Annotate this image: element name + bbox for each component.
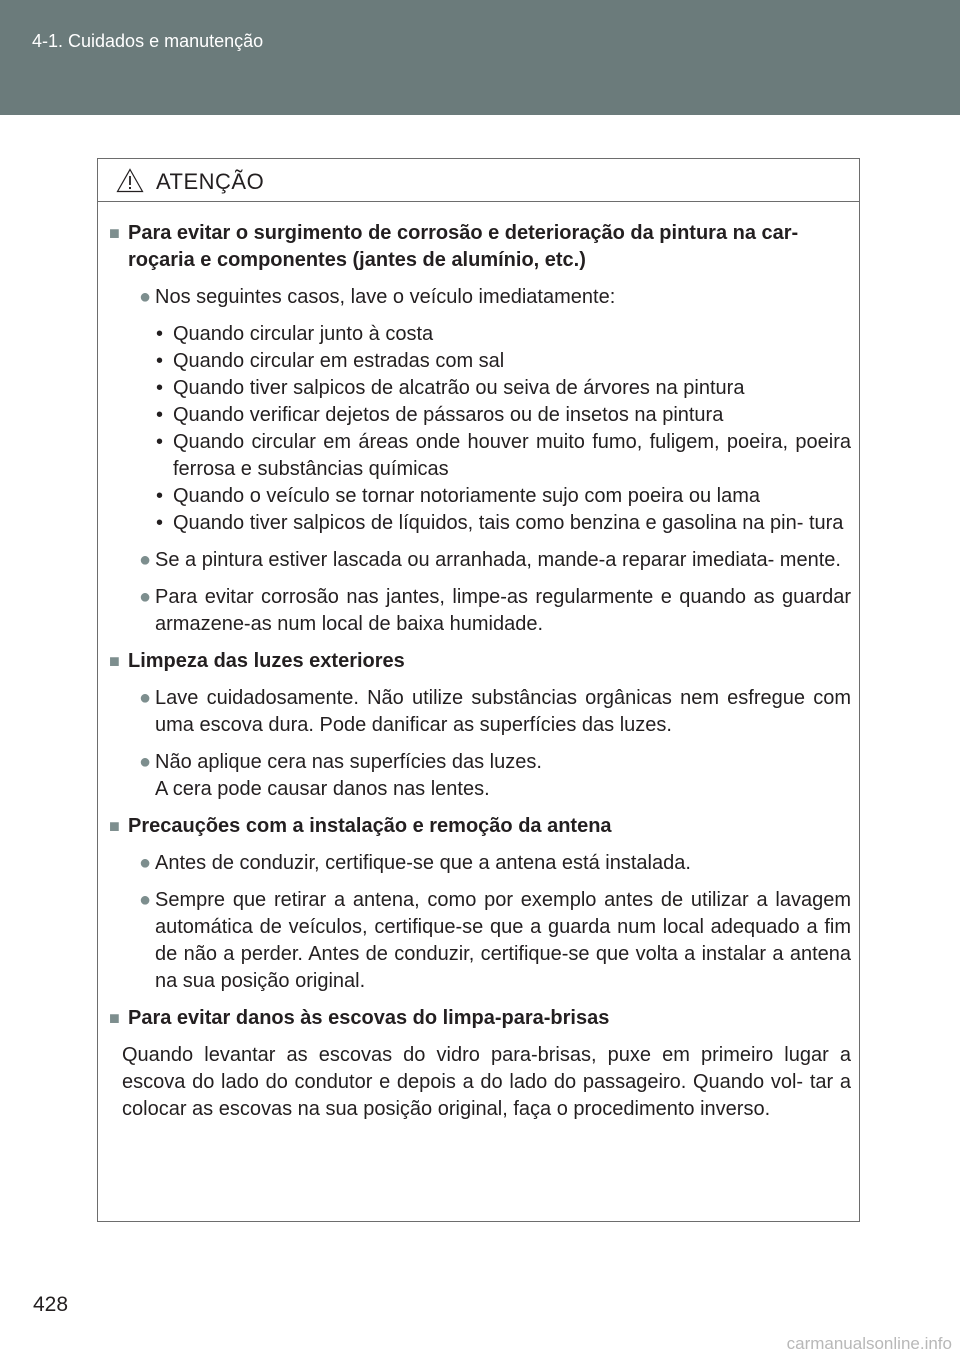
sub-item xyxy=(156,483,851,510)
page-header xyxy=(0,0,960,115)
section-heading xyxy=(109,1005,851,1032)
bullet-marker: • xyxy=(156,323,164,345)
section-heading xyxy=(109,813,851,840)
item-marker: ● xyxy=(139,687,152,709)
sub-item xyxy=(156,348,851,375)
item-marker: ● xyxy=(139,852,152,874)
sub-item xyxy=(156,510,851,537)
section-heading xyxy=(109,220,851,274)
list-item xyxy=(139,749,851,803)
sub-item-text: Quando tiver salpicos de alcatrão ou seiva de árvores na pintura xyxy=(173,377,745,399)
item-marker: ● xyxy=(139,751,152,773)
section-heading-text: Para evitar o surgimento de corrosão e deterioração da pintura na car- roçaria e componentes (jantes de alumínio, etc.) xyxy=(128,222,799,271)
sub-item xyxy=(156,375,851,402)
section-marker: ■ xyxy=(109,816,120,836)
list-item xyxy=(139,547,851,574)
item-marker: ● xyxy=(139,586,152,608)
list-item-line: A cera pode causar danos nas lentes. xyxy=(155,778,490,800)
list-item-text: Se a pintura estiver lascada ou arranhada, mande-a reparar imediata- mente. xyxy=(155,549,841,571)
item-marker: ● xyxy=(139,549,152,571)
sub-item-text: Quando tiver salpicos de líquidos, tais como benzina e gasolina na pin- tura xyxy=(173,512,844,534)
item-marker: ● xyxy=(139,889,152,911)
list-item-text: Nos seguintes casos, lave o veículo imediatamente: xyxy=(155,286,616,308)
section-marker: ■ xyxy=(109,651,120,671)
watermark: carmanualsonline.info xyxy=(786,1334,952,1353)
list-item xyxy=(139,685,851,739)
section-heading xyxy=(109,648,851,675)
section-marker: ■ xyxy=(109,223,120,243)
section-heading-text: Precauções com a instalação e remoção da antena xyxy=(128,815,612,837)
sub-item-text: Quando circular junto à costa xyxy=(173,323,434,345)
chapter-title: 4-1. Cuidados e manutenção xyxy=(32,31,264,51)
list-item-line: Não aplique cera nas superfícies das luzes. xyxy=(155,751,542,773)
sub-item-text: Quando o veículo se tornar notoriamente sujo com poeira ou lama xyxy=(173,485,761,507)
sub-item-text: Quando circular em áreas onde houver muito fumo, fuligem, poeira, poeira ferrosa e substâncias químicas xyxy=(173,431,851,480)
warning-box-header xyxy=(98,159,859,202)
section-heading-text: Limpeza das luzes exteriores xyxy=(128,650,405,672)
list-item xyxy=(139,850,851,877)
list-item-text: Lave cuidadosamente. Não utilize substâncias orgânicas nem esfregue com uma escova dura. Pode danificar as superfícies das luzes. xyxy=(155,687,851,736)
sub-item xyxy=(156,429,851,483)
bullet-marker: • xyxy=(156,404,164,426)
section-marker: ■ xyxy=(109,1008,120,1028)
list-item-text: Para evitar corrosão nas jantes, limpe-as regularmente e quando as guardar armazene-as num local de baixa humidade. xyxy=(155,586,851,635)
page-number: 428 xyxy=(33,1293,69,1316)
bullet-marker: • xyxy=(156,350,164,372)
bullet-marker: • xyxy=(156,377,164,399)
sub-item-text: Quando circular em estradas com sal xyxy=(173,350,505,372)
item-marker: ● xyxy=(139,286,152,308)
section-heading-text: Para evitar danos às escovas do limpa-para-brisas xyxy=(128,1007,610,1029)
list-item-text xyxy=(155,749,851,803)
list-item xyxy=(139,887,851,995)
warning-title: ATENÇÃO xyxy=(156,169,265,194)
list-item-text: Sempre que retirar a antena, como por exemplo antes de utilizar a lavagem automática de veículos, certifique-se que a guarda num local adequado a fim de não a perder. Antes de conduzir, certifique-se que volta a instalar a antena na sua posição original. xyxy=(155,889,851,992)
list-item xyxy=(139,584,851,638)
warning-body xyxy=(98,202,859,1123)
paragraph: Quando levantar as escovas do vidro para-brisas, puxe em primeiro lugar a escova do lado do condutor e depois a do lado do passageiro. Quando vol- tar a colocar as escovas na sua posição original, faça o procedimento inverso. xyxy=(122,1044,851,1120)
bullet-marker: • xyxy=(156,512,164,534)
sub-item-text: Quando verificar dejetos de pássaros ou de insetos na pintura xyxy=(173,404,724,426)
list-item-text: Antes de conduzir, certifique-se que a antena está instalada. xyxy=(155,852,691,874)
warning-box xyxy=(97,158,860,1222)
list-item xyxy=(139,284,851,311)
bullet-marker: • xyxy=(156,431,164,453)
bullet-marker: • xyxy=(156,485,164,507)
sub-list xyxy=(156,321,851,537)
sub-item xyxy=(156,321,851,348)
warning-triangle-icon xyxy=(116,168,144,193)
sub-item xyxy=(156,402,851,429)
